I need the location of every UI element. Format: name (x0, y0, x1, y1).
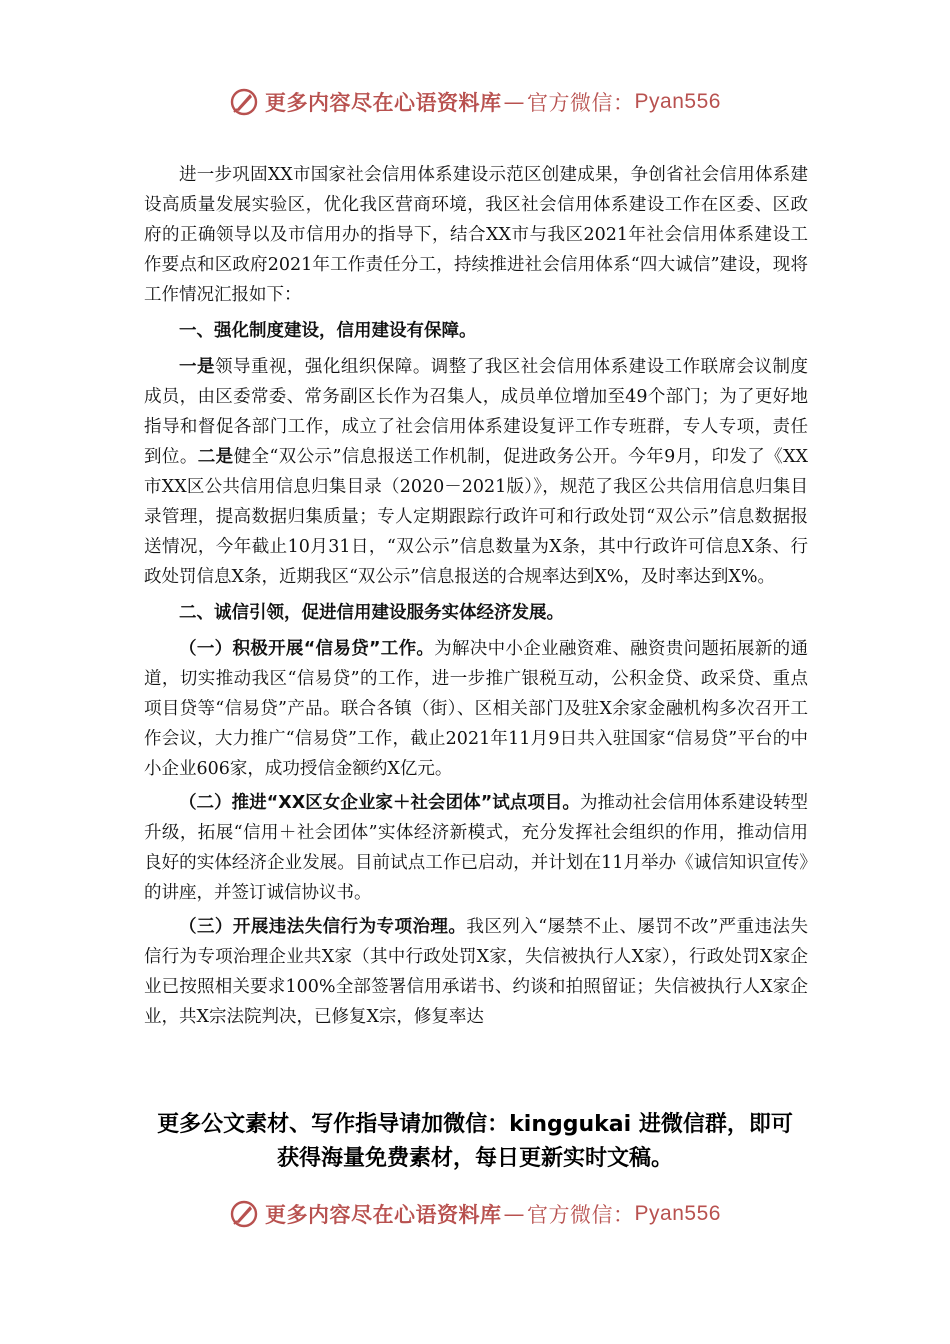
item1-text: 为解决中小企业融资难、融资贵问题拓展新的通道，切实推动我区“信易贷”的工作，进一步推广银税互动，公积金贷、政采贷、重点项目贷等“信易贷”产品。联合各镇（街）、区相关部门及驻X余家金融机构多次召开工作会议，大力推广“信易贷”工作，截止2021年11月9日共入驻国家“信易贷”平台的中小企业606家，成功授信金额约X亿元。 (144, 639, 808, 779)
header-banner (0, 82, 950, 122)
quill-logo-icon (229, 87, 259, 117)
section1-text-2: 健全“双公示”信息报送工作机制，促进政务公开。今年9月，印发了《XX市XX区公共信用信息归集目录（2020－2021版）》，规范了我区公共信用信息归集目录管理，提高数据归集质量；专人定期跟踪行政许可和行政处罚“双公示”信息数据报送情况，今年截止10月31日，“双公示”信息数量为X条，其中行政许可信息X条、行政处罚信息X条，近期我区“双公示”信息报送的合规率达到X%，及时率达到X%。 (144, 447, 809, 587)
item2-title: （二）推进“XX区女企业家＋社会团体”试点项目。 (179, 793, 580, 813)
item1-title: （一）积极开展“信易贷”工作。 (179, 639, 435, 659)
section2-item3 (144, 912, 808, 1032)
item3-text: 我区列入“屡禁不止、屡罚不改”严重违法失信行为专项治理企业共X家（其中行政处罚X家，失信被执行人X家），行政处罚X家企业已按照相关要求100%全部签署信用承诺书、约谈和拍照留证；失信被执行人X家企业，共X宗法院判决，已修复X宗，修复率达 (144, 917, 808, 1027)
banner-dash: — (503, 90, 526, 114)
footer-dash: — (503, 1202, 526, 1226)
promo-line-2: 获得海量免费素材，每日更新实时文稿。 (276, 1146, 673, 1171)
item3-title: （三）开展违法失信行为专项治理。 (179, 917, 467, 937)
item2-text: 为推动社会信用体系建设转型升级，拓展“信用＋社会团体”实体经济新模式，充分发挥社会组织的作用，推动信用良好的实体经济企业发展。目前试点工作已启动，并计划在11月举办《诚信知识宣传》的讲座，并签订诚信协议书。 (144, 793, 808, 903)
banner-wechat-id: Pyan556 (634, 90, 721, 113)
banner-site-name: 更多内容尽在心语资料库 (265, 90, 502, 115)
footer-wechat-label: 官方微信： (527, 1203, 635, 1227)
section2-heading: 二、诚信引领，促进信用建设服务实体经济发展。 (179, 603, 564, 623)
intro-paragraph: 进一步巩固XX市国家社会信用体系建设示范区创建成果，争创省社会信用体系建设高质量发展实验区，优化我区营商环境，我区社会信用体系建设工作在区委、区政府的正确领导以及市信用办的指导下，结合XX市与我区2021年社会信用体系建设工作要点和区政府2021年工作责任分工，持续推进社会信用体系“四大诚信”建设，现将工作情况汇报如下： (144, 165, 808, 305)
footer-banner (0, 1194, 950, 1234)
section2-item1 (144, 634, 808, 784)
footer-wechat-id: Pyan556 (634, 1202, 721, 1225)
document-body (144, 160, 808, 1036)
promo-block (100, 1108, 850, 1176)
quill-logo-icon (229, 1199, 259, 1229)
section1-heading: 一、强化制度建设，信用建设有保障。 (179, 321, 477, 341)
banner-wechat-label: 官方微信： (527, 91, 635, 115)
section1-lead-2: 二是 (197, 447, 234, 467)
footer-site-name: 更多内容尽在心语资料库 (265, 1202, 502, 1227)
section1-lead-1: 一是 (179, 357, 215, 377)
section1-paragraph (144, 352, 808, 592)
section2-item2 (144, 788, 808, 908)
section1-text-1: 领导重视，强化组织保障。调整了我区社会信用体系建设工作联席会议制度成员，由区委常委、常务副区长作为召集人，成员单位增加至49个部门；为了更好地指导和督促各部门工作，成立了社会信用体系建设复评工作专班群，专人专项，责任到位。 (144, 357, 809, 467)
promo-line-1: 更多公文素材、写作指导请加微信：kinggukai 进微信群，即可 (157, 1112, 793, 1137)
